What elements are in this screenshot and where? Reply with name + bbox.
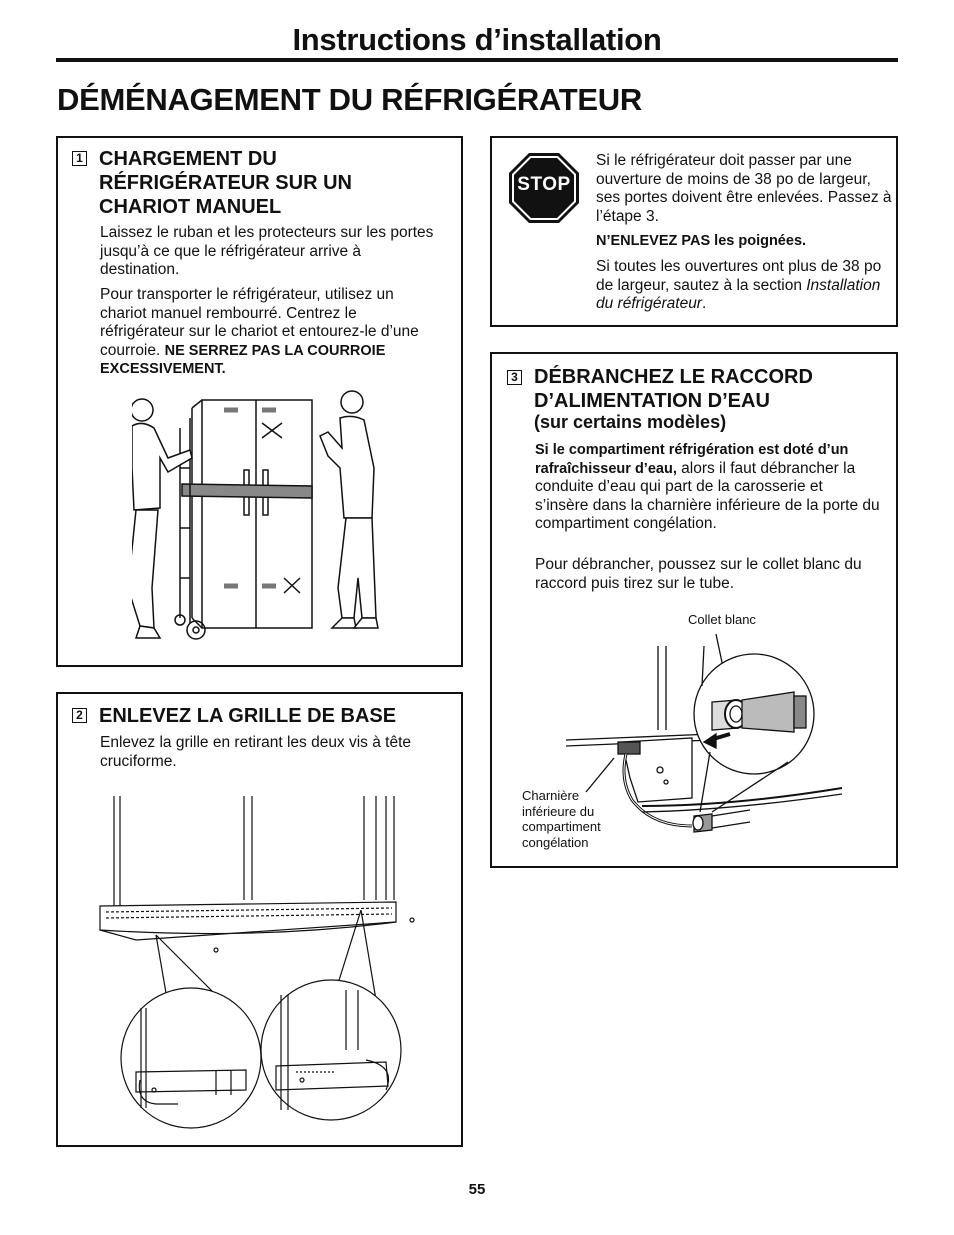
step1-number: 1 [72, 151, 87, 166]
step3-para2: Pour débrancher, poussez sur le collet blanc du raccord puis tirez sur le tube. [535, 556, 862, 592]
hand-truck-illustration [132, 388, 402, 658]
step3-box [490, 352, 898, 868]
caption-hinge: Charnière inférieure du compartiment congélation [522, 788, 601, 850]
step2-heading: ENLEVEZ LA GRILLE DE BASE [99, 705, 397, 727]
step1-para1: Laissez le ruban et les protecteurs sur les portes jusqu’à ce que le réfrigérateur arrive à destination. [100, 224, 434, 278]
step3-number: 3 [507, 370, 522, 385]
stop-para2: N’ENLEVEZ PAS les poignées. [596, 233, 807, 249]
step2-para: Enlevez la grille en retirant les deux vis à tête cruciforme. [100, 734, 412, 770]
step3-subheading: (sur certains modèles) [534, 412, 727, 432]
stop-sign-text: STOP [517, 174, 571, 195]
step2-number: 2 [72, 708, 87, 723]
step2-box [56, 692, 463, 1147]
step1-box [56, 136, 463, 667]
stop-para3: Si toutes les ouvertures ont plus de 38 po de largeur, sautez à la section Installation du réfrigérateur. [596, 258, 882, 312]
page-number: 55 [468, 1181, 486, 1198]
stop-box [490, 136, 898, 327]
base-grille-illustration [96, 790, 436, 1145]
step3-heading: DÉBRANCHEZ LE RACCORD D’ALIMENTATION D’EAU [534, 366, 813, 412]
section-title: DÉMÉNAGEMENT DU RÉFRIGÉRATEUR [57, 82, 642, 117]
step1-para2: Pour transporter le réfrigérateur, utilisez un chariot manuel rembourré. Centrez le réfrigérateur sur le chariot et entourez-le d’une courroie. NE SERREZ PAS LA COURROIE EXCESSIVEMENT. [100, 286, 419, 377]
stop-para1: Si le réfrigérateur doit passer par une ouverture de moins de 38 po de largeur, ses portes doivent être enlevées. Passez à l’étape 3. [596, 152, 892, 225]
page-header-title: Instructions d’installation [292, 22, 662, 57]
caption-collet-blanc: Collet blanc [688, 612, 756, 627]
water-connection-illustration [562, 630, 862, 860]
step3-para1: Si le compartiment réfrigération est doté d’un rafraîchisseur d’eau, alors il faut débrancher la conduite d’eau qui part de la carosserie et s’insère dans la charnière inférieure de la porte du compartiment congélation. [535, 442, 880, 532]
step1-heading: CHARGEMENT DU RÉFRIGÉRATEUR SUR UN CHARIOT MANUEL [99, 148, 352, 218]
header-rule [56, 58, 898, 62]
